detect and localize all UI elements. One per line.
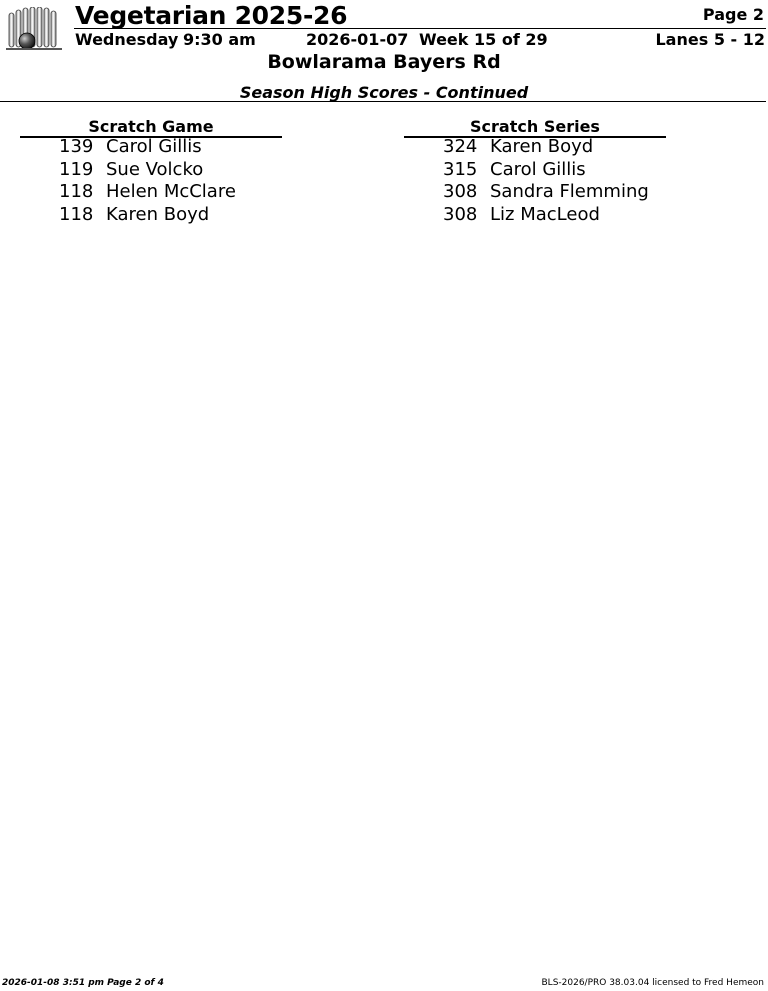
table-row <box>443 159 649 182</box>
print-timestamp: 2026-01-08 3:51 pm Page 2 of 4 <box>2 978 164 988</box>
bowler-name: Carol Gillis <box>490 158 586 180</box>
table-row <box>59 136 236 159</box>
bowler-name: Liz MacLeod <box>490 203 600 225</box>
scratch-game-table <box>20 118 282 138</box>
bowling-center-name: Bowlarama Bayers Rd <box>267 51 501 73</box>
score: 119 <box>59 158 94 180</box>
score: 324 <box>443 136 478 157</box>
score: 139 <box>59 136 94 157</box>
table-row <box>59 181 236 204</box>
league-time: 9:30 am <box>183 30 256 49</box>
bowler-name: Sandra Flemming <box>490 181 649 202</box>
bowler-name: Karen Boyd <box>490 136 594 157</box>
section-title: Season High Scores - Continued <box>239 83 529 102</box>
scratch-game-heading: Scratch Game <box>20 118 282 138</box>
table-row <box>443 204 649 227</box>
table-row <box>443 136 649 159</box>
bowling-logo-icon <box>6 7 62 51</box>
page-number-label: Page 2 <box>702 5 764 24</box>
report-date: 2026-01-07 <box>306 30 409 49</box>
license-note: BLS-2026/PRO 38.03.04 licensed to Fred Hemeon <box>541 978 764 988</box>
league-day: Wednesday <box>75 30 179 49</box>
table-row <box>59 204 236 227</box>
league-title: Vegetarian 2025-26 <box>75 1 348 30</box>
score: 308 <box>443 181 478 202</box>
score: 118 <box>59 203 94 225</box>
table-row <box>443 181 649 204</box>
bowler-name: Karen Boyd <box>106 203 210 225</box>
score: 315 <box>443 158 478 180</box>
scratch-series-table <box>404 118 666 138</box>
bowler-name: Helen McClare <box>106 181 236 202</box>
header-divider <box>74 28 766 29</box>
week-label: Week 15 of 29 <box>419 30 548 49</box>
bowler-name: Sue Volcko <box>106 158 204 180</box>
lanes-label: Lanes 5 - 12 <box>655 30 765 49</box>
scratch-series-list <box>443 136 649 226</box>
score: 118 <box>59 181 94 202</box>
score: 308 <box>443 203 478 225</box>
scratch-series-heading: Scratch Series <box>404 118 666 138</box>
bowler-name: Carol Gillis <box>106 136 202 157</box>
table-row <box>59 159 236 182</box>
scratch-game-list <box>59 136 236 226</box>
section-divider <box>0 101 766 102</box>
